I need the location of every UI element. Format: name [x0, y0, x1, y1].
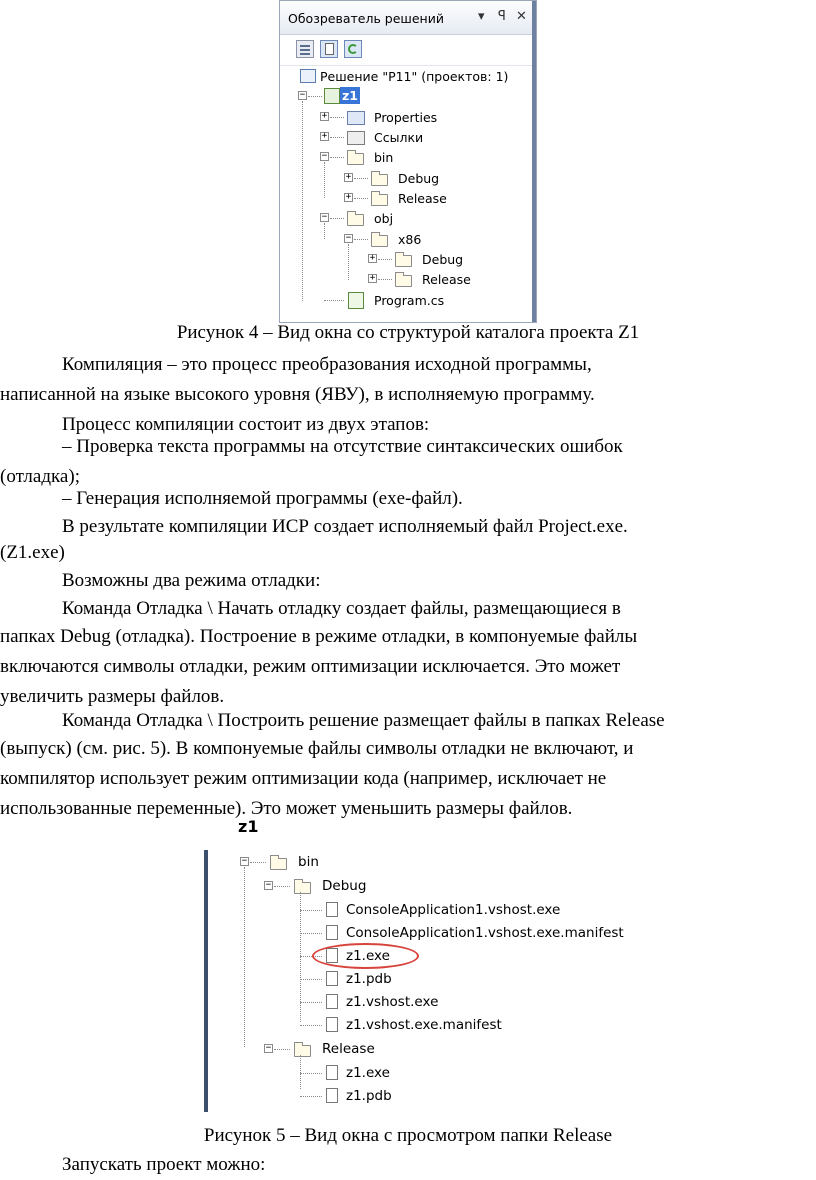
text-line: Процесс компиляции состоит из двух этапов: — [62, 414, 430, 435]
fig5-release-file[interactable] — [300, 1086, 500, 1104]
fig5-release-file[interactable] — [300, 1063, 500, 1081]
project-label: z1 — [342, 88, 358, 103]
text-line: Команда Отладка \ Построить решение размещает файлы в папках Release — [62, 710, 665, 731]
tree-node-bin-debug[interactable] — [344, 169, 494, 187]
paragraph-result-cont — [0, 538, 816, 568]
tree-node-program[interactable] — [320, 291, 470, 309]
file-icon — [326, 1088, 338, 1103]
obj-label: obj — [374, 211, 394, 226]
open-folder-icon — [294, 882, 311, 894]
file-label: ConsoleApplication1.vshost.exe.manifest — [346, 925, 624, 941]
folder-icon — [395, 255, 412, 267]
paragraph-run-project — [0, 1150, 816, 1180]
tree-node-properties[interactable] — [320, 108, 470, 126]
properties-icon[interactable] — [296, 40, 314, 58]
paragraph-compilation — [0, 350, 816, 380]
text-line: компилятор использует режим оптимизации кода (например, исключает не — [0, 768, 607, 789]
text-line: – Генерация исполняемой программы (exe-файл). — [62, 488, 463, 509]
fig5-debug-file[interactable] — [300, 1015, 620, 1033]
expand-icon[interactable]: + — [369, 253, 376, 263]
open-folder-icon — [347, 153, 364, 165]
collapse-icon[interactable]: − — [265, 1043, 272, 1053]
file-icon — [326, 902, 338, 917]
collapse-icon[interactable]: − — [321, 151, 328, 161]
expand-icon[interactable]: + — [321, 131, 328, 141]
text-line: (выпуск) (см. рис. 5). В компонуемые файлы символы отладки не включают, и — [0, 738, 634, 759]
collapse-icon[interactable]: − — [241, 856, 248, 866]
fig5-debug-file[interactable] — [300, 969, 620, 987]
window-edge — [204, 850, 208, 1112]
cs-file-icon — [348, 292, 364, 309]
fig5-debug-label: Debug — [322, 878, 367, 894]
tree-node-bin-release[interactable] — [344, 189, 494, 207]
panel-title-bar — [280, 1, 536, 35]
fig5-debug-file[interactable] — [300, 992, 620, 1010]
paragraph-modes — [0, 566, 816, 596]
properties-folder-icon — [347, 111, 365, 125]
fig5-node-release[interactable] — [264, 1039, 464, 1057]
file-label: z1.exe — [346, 948, 390, 964]
fig5-debug-file[interactable] — [300, 900, 620, 918]
x86-debug-label: Debug — [422, 252, 464, 267]
open-folder-icon — [270, 858, 287, 870]
collapse-icon[interactable]: − — [265, 880, 272, 890]
paragraph-compilation-cont — [0, 380, 816, 410]
solution-label: Решение "P11" (проектов: 1) — [320, 69, 509, 84]
collapse-icon[interactable]: − — [321, 212, 328, 222]
text-line: Компиляция – это процесс преобразования исходной программы, — [62, 354, 592, 375]
highlight-oval — [312, 943, 419, 969]
file-label: z1.vshost.exe.manifest — [346, 1017, 502, 1033]
text-line: написанной на языке высокого уровня (ЯВУ), в исполняемую программу. — [0, 384, 595, 405]
dropdown-icon[interactable]: ▾ — [478, 9, 485, 24]
text-line: (Z1.exe) — [0, 542, 65, 563]
file-label: z1.exe — [346, 1065, 390, 1081]
file-label: z1.pdb — [346, 1088, 392, 1104]
figure-4-caption: Рисунок 4 – Вид окна со структурой каталога проекта Z1 — [176, 322, 640, 343]
file-icon — [326, 1017, 338, 1032]
tree-node-project[interactable] — [298, 87, 398, 105]
tree-node-solution[interactable] — [300, 67, 530, 85]
properties-label: Properties — [374, 110, 438, 125]
tree-node-x86[interactable] — [344, 230, 494, 248]
paragraph-generate — [0, 484, 816, 514]
bin-release-label: Release — [398, 191, 447, 206]
file-label: z1.pdb — [346, 971, 392, 987]
solution-icon — [300, 69, 316, 83]
text-line: (отладка); — [0, 466, 80, 487]
panel-toolbar — [280, 35, 536, 66]
fig5-release-label: Release — [322, 1041, 375, 1057]
tree-node-bin[interactable] — [320, 148, 470, 166]
pin-icon[interactable]: ꟼ — [498, 9, 506, 24]
text-line: включаются символы отладки, режим оптимизации исключается. Это может — [0, 656, 621, 677]
tree-node-x86-release[interactable] — [368, 270, 518, 288]
paragraph-check — [0, 432, 816, 462]
expand-icon[interactable]: + — [345, 172, 352, 182]
x86-release-label: Release — [422, 272, 471, 287]
open-folder-icon — [371, 235, 388, 247]
program-label: Program.cs — [374, 293, 445, 308]
tree-node-x86-debug[interactable] — [368, 250, 518, 268]
expand-icon[interactable]: + — [369, 273, 376, 283]
expand-icon[interactable]: + — [321, 111, 328, 121]
file-icon — [326, 925, 338, 940]
tree-node-obj[interactable] — [320, 209, 470, 227]
fig5-node-bin[interactable] — [240, 852, 440, 870]
text-line: В результате компиляции ИСР создает исполняемый файл Project.exe. — [62, 516, 628, 537]
folder-icon — [371, 174, 388, 186]
x86-label: x86 — [398, 232, 422, 247]
tree-node-links[interactable] — [320, 128, 470, 146]
fig5-node-debug[interactable] — [264, 876, 464, 894]
close-icon[interactable]: ✕ — [516, 9, 527, 24]
bin-debug-label: Debug — [398, 171, 440, 186]
panel-title: Обозреватель решений — [288, 11, 444, 26]
references-icon — [347, 131, 365, 145]
file-icon — [326, 971, 338, 986]
file-icon — [326, 994, 338, 1009]
file-label: z1.vshost.exe — [346, 994, 439, 1010]
file-icon — [326, 1065, 338, 1080]
file-label: ConsoleApplication1.vshost.exe — [346, 902, 561, 918]
solution-explorer-panel — [279, 0, 537, 323]
text-line: Команда Отладка \ Начать отладку создает файлы, размещающиеся в — [62, 598, 621, 619]
refresh-icon[interactable] — [344, 40, 362, 58]
folder-icon — [395, 275, 412, 287]
open-folder-icon — [294, 1045, 311, 1057]
paragraph-release-command — [0, 706, 816, 736]
text-line: Возможны два режима отладки: — [62, 570, 321, 591]
show-all-files-icon[interactable] — [320, 40, 338, 58]
paragraph-debug-command — [0, 594, 816, 624]
collapse-icon[interactable]: − — [345, 233, 352, 243]
folder-icon — [371, 194, 388, 206]
project-icon — [324, 88, 340, 104]
bin-label: bin — [374, 150, 394, 165]
root-label: z1 — [238, 817, 259, 836]
open-folder-icon — [347, 214, 364, 226]
paragraph-debug-command-cont — [0, 622, 816, 712]
text-line: – Проверка текста программы на отсутствие синтаксических ошибок — [62, 436, 623, 457]
text-line: использованные переменные). Это может уменьшить размеры файлов. — [0, 798, 573, 819]
links-label: Ссылки — [374, 130, 424, 145]
paragraph-release-command-cont — [0, 734, 816, 824]
text-line: папках Debug (отладка). Построение в режиме отладки, в компонуемые файлы — [0, 626, 638, 647]
text-line: увеличить размеры файлов. — [0, 686, 225, 707]
text-line: Запускать проект можно: — [62, 1154, 266, 1175]
collapse-icon[interactable]: − — [299, 90, 306, 100]
expand-icon[interactable]: + — [345, 192, 352, 202]
fig5-bin-label: bin — [298, 854, 319, 870]
figure-5-caption: Рисунок 5 – Вид окна с просмотром папки Release — [203, 1125, 613, 1146]
release-folder-figure — [200, 812, 624, 1112]
fig5-debug-file[interactable] — [300, 923, 624, 941]
